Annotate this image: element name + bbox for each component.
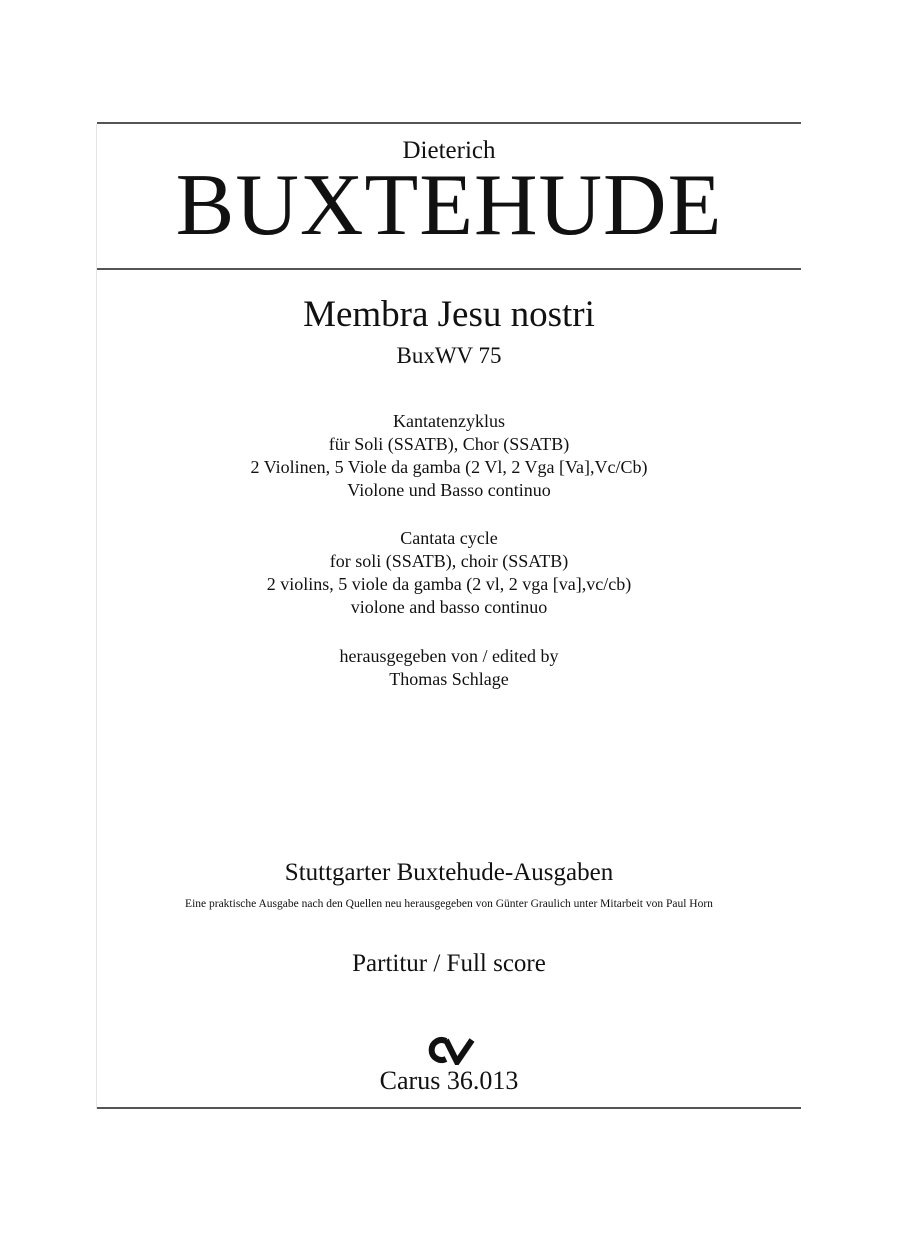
top-rule xyxy=(97,122,801,124)
description-en-line: 2 violins, 5 viole da gamba (2 vl, 2 vga [va],vc/cb) xyxy=(266,574,632,594)
catalog-number: Carus 36.013 xyxy=(379,1066,519,1095)
description-de-line: Kantatenzyklus xyxy=(393,411,505,431)
carus-logo-icon xyxy=(426,1035,476,1065)
description-en-line: Cantata cycle xyxy=(400,528,498,548)
description-en-line: for soli (SSATB), choir (SSATB) xyxy=(329,551,569,571)
description-en-line: violone and basso continuo xyxy=(350,597,548,617)
editor-name: Thomas Schlage xyxy=(389,669,509,689)
score-type: Partitur / Full score xyxy=(352,950,546,977)
description-de-line: für Soli (SSATB), Chor (SSATB) xyxy=(328,434,570,454)
series-note: Eine praktische Ausgabe nach den Quellen neu herausgegeben von Günter Graulich unter Mitarbeit von Paul Horn xyxy=(185,898,713,910)
header-rule xyxy=(97,268,801,270)
composer-last-name: BUXTEHUDE xyxy=(175,157,723,254)
editor-label: herausgegeben von / edited by xyxy=(339,646,559,666)
composer-first-name: Dieterich xyxy=(402,137,496,164)
work-title: Membra Jesu nostri xyxy=(303,294,595,335)
series-title: Stuttgarter Buxtehude-Ausgaben xyxy=(284,859,614,886)
bottom-rule xyxy=(97,1107,801,1109)
description-de-line: Violone und Basso continuo xyxy=(347,480,551,500)
description-de-line: 2 Violinen, 5 Viole da gamba (2 Vl, 2 Vga [Va],Vc/Cb) xyxy=(250,457,648,477)
work-catalog-number: BuxWV 75 xyxy=(396,343,502,368)
